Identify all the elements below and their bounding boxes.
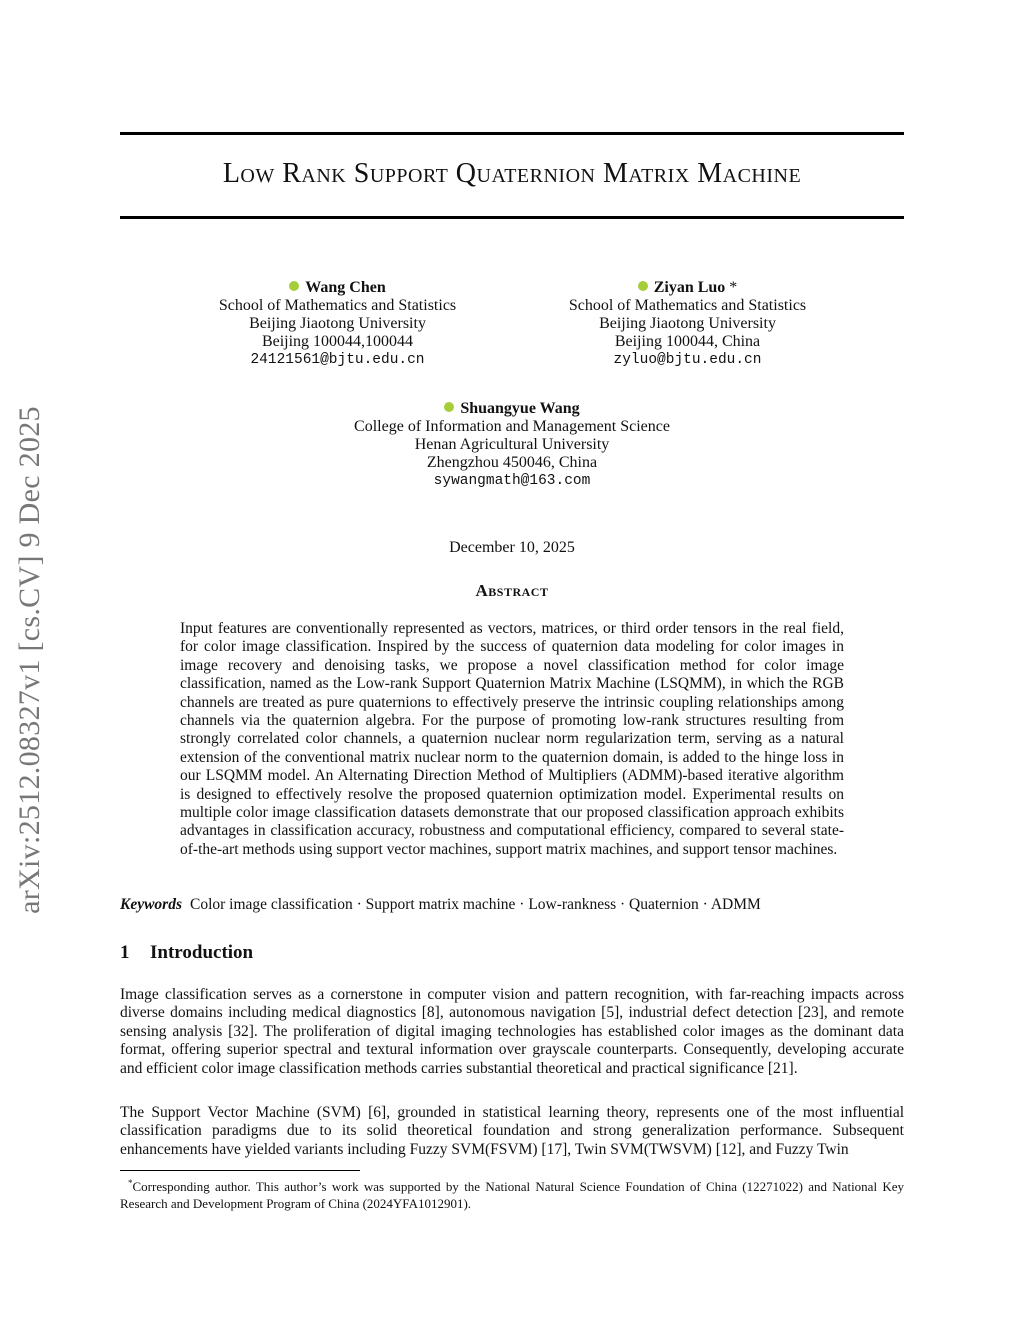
author-block-shuangyue-wang xyxy=(312,400,712,490)
intro-paragraph: Image classification serves as a cornerstone in computer vision and pattern recognition, with far-reaching impacts across diverse domains including medical diagnostics [8], autonomous navigation [5], industrial defect detection [23], and remote sensing analysis [32]. The proliferation of digital imaging technologies has established color images as the dominant data format, offering superior spectral and textural information over grayscale counterparts. Consequently, developing accurate and efficient color image classification methods carries substantial theoretical and practical significance [21]. xyxy=(120,986,904,1077)
author-university: Beijing Jiaotong University xyxy=(599,315,776,332)
section-title: Introduction xyxy=(150,942,254,963)
footnote xyxy=(120,1175,904,1212)
title-top-rule xyxy=(120,132,904,135)
keywords-line xyxy=(120,896,904,914)
author-department: School of Mathematics and Statistics xyxy=(218,297,457,314)
author-address: Beijing 100044, China xyxy=(614,333,761,350)
footnote-text: Corresponding author. This author’s work was supported by the National Natural Science Foundation of China (12271022) and National Key Research and Development Program of China (2024YFA1012901). xyxy=(120,1179,904,1211)
author-university: Henan Agricultural University xyxy=(414,436,610,453)
author-name: Wang Chen xyxy=(305,279,386,296)
abstract-text: Input features are conventionally represented as vectors, matrices, or third order tensors in the real field, for color image classification. Inspired by the success of quaternion data modeling for color images in image recovery and denoising tasks, we propose a novel classification method for color image classification, named as the Low-rank Support Quaternion Matrix Machine (LSQMM), in which the RGB channels are treated as pure quaternions to effectively preserve the intrinsic coupling relationships among channels via the quaternion algebra. For the purpose of promoting low-rank structures resulting from strongly correlated color channels, a quaternion nuclear norm regularization term, serving as a natural extension of the conventional matrix nuclear norm to the quaternion domain, is added to the hinge loss in our LSQMM model. An Alternating Direction Method of Multipliers (ADMM)-based iterative algorithm is designed to effectively resolve the proposed quaternion optimization model. Experimental results on multiple color image classification datasets demonstrate that our proposed classification approach exhibits advantages in classification accuracy, robustness and computational efficiency, compared to several state-of-the-art methods using support vector machines, support matrix machines, and support tensor machines. xyxy=(180,620,844,858)
paper-title: Low Rank Support Quaternion Matrix Machine xyxy=(222,158,802,189)
keywords-list: Color image classification · Support matrix machine · Low-rankness · Quaternion · ADMM xyxy=(190,896,761,913)
author-block-ziyan-luo xyxy=(545,279,830,369)
author-email[interactable]: sywangmath@163.com xyxy=(433,473,591,489)
footnote-rule xyxy=(120,1170,360,1171)
abstract-heading: Abstract xyxy=(475,581,549,600)
orcid-icon[interactable] xyxy=(289,281,299,291)
intro-paragraph: The Support Vector Machine (SVM) [6], grounded in statistical learning theory, represents one of the most influential classification paradigms due to its solid theoretical foundation and strong generalization performance. Subsequent enhancements have yielded variants including Fuzzy SVM(FSVM) [17], Twin SVM(TWSVM) [12], and Fuzzy Twin xyxy=(120,1104,904,1158)
keywords-label: Keywords xyxy=(120,896,182,913)
orcid-icon[interactable] xyxy=(444,402,454,412)
author-name: Ziyan Luo xyxy=(653,279,726,296)
author-university: Beijing Jiaotong University xyxy=(249,315,426,332)
title-bottom-rule xyxy=(120,216,904,219)
arxiv-sidebar xyxy=(2,370,58,950)
author-department: School of Mathematics and Statistics xyxy=(568,297,807,314)
arxiv-identifier[interactable]: arXiv:2512.08327v1 [cs.CV] 9 Dec 2025 xyxy=(13,406,46,914)
section-heading xyxy=(120,942,904,964)
corresponding-author-mark[interactable]: * xyxy=(729,279,738,296)
footnote-mark: * xyxy=(128,1178,133,1188)
author-name: Shuangyue Wang xyxy=(460,400,580,417)
author-email[interactable]: 24121561@bjtu.edu.cn xyxy=(250,352,425,368)
author-address: Beijing 100044,100044 xyxy=(261,333,414,350)
author-block-wang-chen xyxy=(195,279,480,369)
author-address: Zhengzhou 450046, China xyxy=(426,454,598,471)
section-number: 1 xyxy=(120,942,130,963)
author-department: College of Information and Management Science xyxy=(354,418,670,435)
publication-date: December 10, 2025 xyxy=(449,539,575,556)
orcid-icon[interactable] xyxy=(638,281,648,291)
author-email[interactable]: zyluo@bjtu.edu.cn xyxy=(613,352,762,368)
